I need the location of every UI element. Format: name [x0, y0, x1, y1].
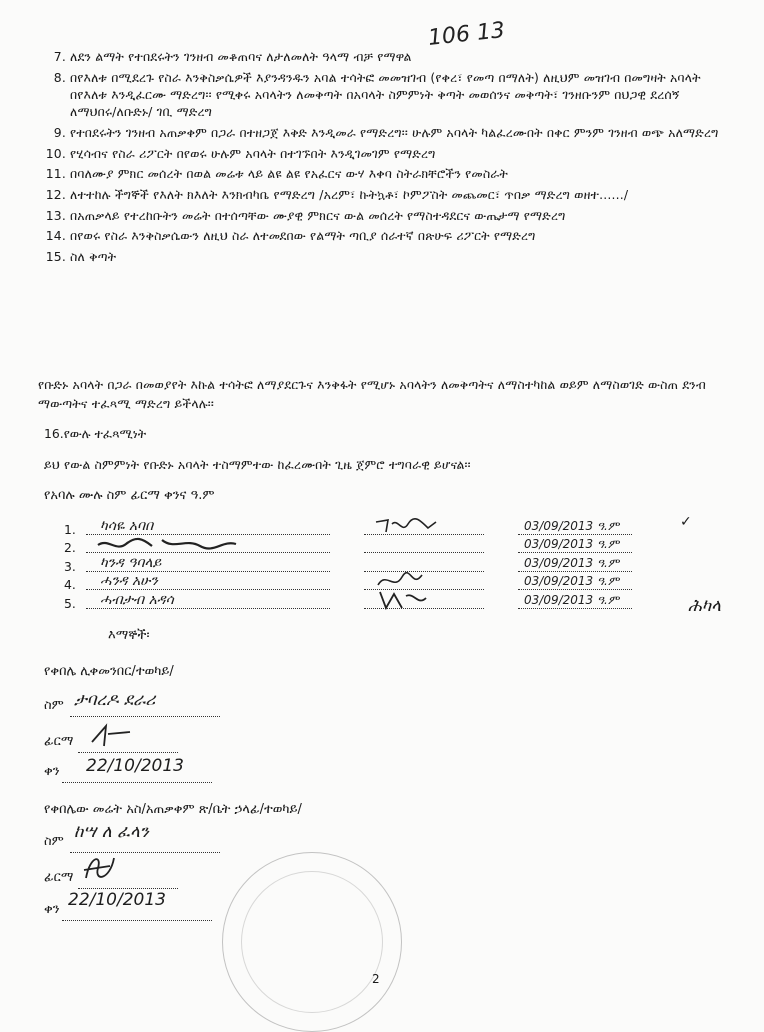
land-officer-name: ከሣ ለ ፈላን	[74, 822, 149, 842]
page-number: 2	[372, 972, 380, 986]
member-row: 2. 03/09/2013 ዓ.ም	[0, 538, 764, 558]
list-item: 11. በባለሙያ ምክር መሰረት በወል መሬቱ ላይ ልዩ ልዩ የአፈርና ውሃ እቀባ ስትራክቸሮችን የመስራት	[45, 166, 508, 182]
signature-line	[364, 538, 484, 553]
date-label: ቀን	[44, 902, 60, 917]
handwritten-signature-icon	[80, 850, 120, 884]
list-item: 14. በየወሩ የስራ እንቅስቃሴውን ለዚህ ስራ ለተመደበው የልማት ጣቢያ ሰራተኛ በጽሁፍ ሪፖርት የማድረግ	[45, 228, 536, 244]
handwritten-signature-icon	[86, 722, 136, 750]
member-row: 3. ካንዳ ዓባላይ 03/09/2013 ዓ.ም	[0, 557, 764, 577]
handwritten-page-reference: 106 13	[426, 18, 507, 51]
member-date: 03/09/2013 ዓ.ም	[524, 556, 620, 570]
list-item: 13. በአጠቃላይ የተረከቡትን መሬት በተሰጣቸው ሙያዊ ምክርና ውል መሰረት የማስተዳደርና ውጤታማ የማድረግ	[45, 207, 566, 223]
member-row: 5. ሓብታብ አዳሳ 03/09/2013 ዓ.ም	[0, 594, 764, 614]
penalty-paragraph: የቡድኑ አባላት በጋራ በመወያየት እኩል ተሳትፎ ለማያደርጉና እንቅፋት የሚሆኑ አባላትን ለመቅጣትና ለማስተካከል ወይም ለማስወገድ ውስጠ ደንብ ማውጣትና ተፈጻሚ ማድረግ ይችላሉ፡፡	[38, 377, 706, 411]
signature-label: ፊርማ	[44, 734, 74, 749]
member-row: 1. ካሳዬ አባበ 03/09/2013 ዓ.ም	[0, 520, 764, 540]
chairman-name: ታባረዶ ደራሪ	[74, 690, 156, 710]
kebele-chairman-heading: የቀበሌ ሊቀመንበር/ተወካይ/	[44, 664, 174, 679]
list-item: 7. ለደን ልማት የተበደሩትን ገንዘብ መቆጠባና ለታለመለት ዓላማ ብቻ የማዋል	[53, 49, 412, 64]
member-name: ሓንዳ አሁን	[100, 573, 158, 589]
section-16-heading: 16.የውሉ ተፈጻሚነት	[44, 426, 147, 441]
list-item: 10. የሂሳብና የስራ ሪፖርት በየወሩ ሁሉም አባላት በተገኙበት እንዲገመገም የማድረግ	[45, 145, 436, 161]
name-label: ስም	[44, 834, 64, 849]
member-row: 4. ሓንዳ አሁን 03/09/2013 ዓ.ም	[0, 575, 764, 595]
member-date: 03/09/2013 ዓ.ም	[524, 593, 620, 607]
list-item: 12. ለተተከሉ ችግኞች የእለት ክእለት እንክብካቤ የማድረግ /አረም፣ ኩትኳቶ፣ ኮምፖስት መጨመር፣ ጥበቃ ማድረግ ወዘተ....../	[45, 186, 629, 202]
side-note: ሕካላ	[688, 596, 722, 616]
list-item: 8. በየእለቱ በሚደረጉ የስራ እንቅስቃሴዎች እያንዳንዱን አባል ተሳትፎ መመዝገብ (የቀረ፣ የመጣ በማለት) ለዚህም መዝገብ በመግዛት አባላት በየእለቱ እንዲፈርሙ ማድረግ፡፡ የሚቀሩ አባላትን ለመቅጣት በአባላት ስምምነት ቅጣት መወሰንና መቅጣት፣ ገንዘቡንም በህጋዊ ደረሰኝ ለማህበሩ/ለቡድኑ/ ገቢ ማድረግ	[53, 69, 701, 120]
land-officer-date: 22/10/2013	[68, 890, 166, 910]
section-16-text: ይህ የውል ስምምነት የቡድኑ አባላት ተስማምተው ከፈረሙበት ጊዜ ጀምሮ ተግባራዊ ይሆናል፡፡	[44, 457, 471, 472]
name-label: ስም	[44, 698, 64, 713]
chairman-date: 22/10/2013	[86, 756, 184, 776]
witnesses-heading: እማኞች፡	[108, 628, 150, 643]
list-item: 9. የተበደሩትን ገንዘብ አጠቃቀም በጋራ በተዘጋጀ እቅድ እንዲመራ የማድረግ፡፡ ሁሉም አባላት ካልፈረሙበት በቀር ምንም ገንዘብ ወጭ አለማድረግ	[53, 124, 719, 140]
checkmark-icon: ✓	[680, 514, 692, 530]
land-office-heading: የቀበሌው መሬት አስ/አጠቃቀም ጽ/ቤት ኃላፊ/ተወካይ/	[44, 802, 302, 817]
date-label: ቀን	[44, 764, 60, 779]
handwritten-signature-icon	[372, 588, 442, 612]
handwritten-signature-icon	[372, 514, 442, 538]
member-date: 03/09/2013 ዓ.ም	[524, 519, 620, 533]
member-name: ሓብታብ አዳሳ	[100, 592, 174, 608]
official-stamp-icon	[222, 852, 402, 1032]
obligations-list	[38, 48, 728, 269]
member-date: 03/09/2013 ዓ.ም	[524, 537, 620, 551]
member-name: ካንዳ ዓባላይ	[100, 555, 162, 571]
scribbled-name-icon	[96, 536, 246, 554]
list-item: 15. ስለ ቅጣት	[45, 249, 117, 265]
members-heading: የአባሉ ሙሉ ስም ፊርማ ቀንና ዓ.ም	[44, 488, 215, 503]
signature-label: ፊርማ	[44, 870, 74, 885]
member-date: 03/09/2013 ዓ.ም	[524, 574, 620, 588]
member-name: ካሳዬ አባበ	[100, 518, 154, 534]
